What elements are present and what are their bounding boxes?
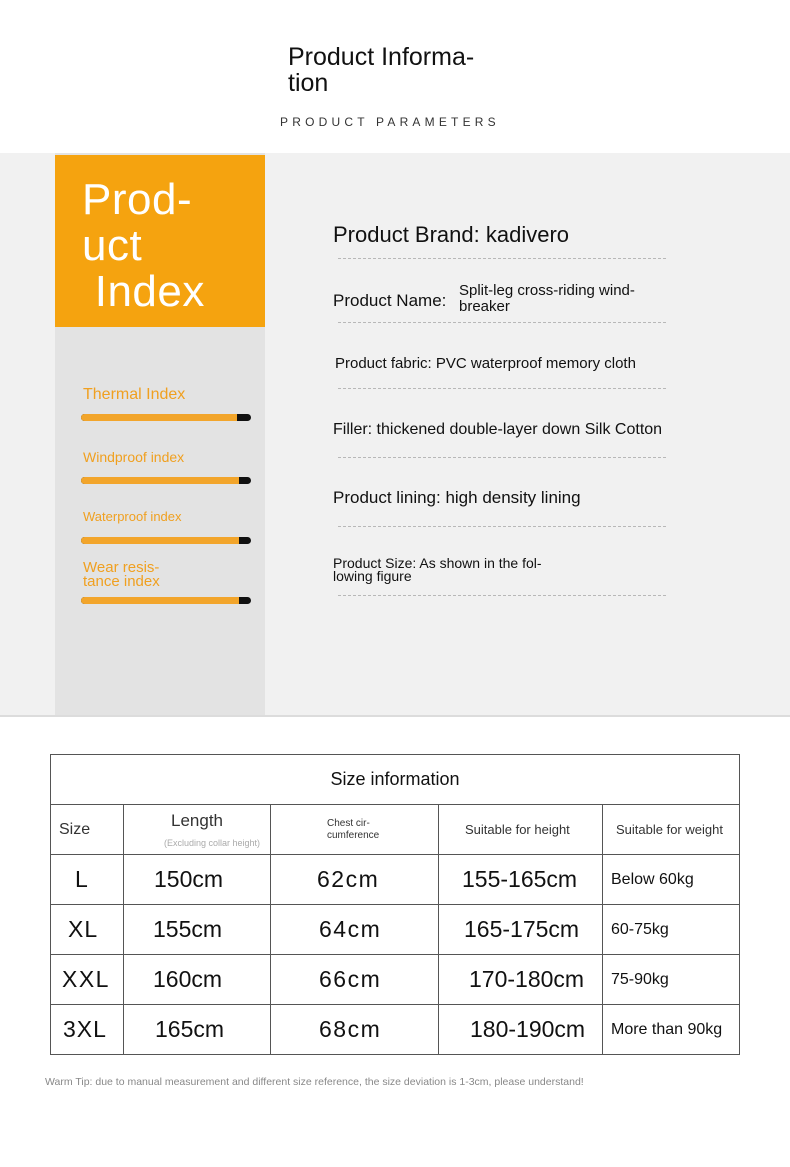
divider (338, 457, 666, 458)
product-filler: Filler: thickened double-layer down Silk Cotton (333, 421, 663, 438)
header-length-label: Length (171, 811, 223, 830)
windproof-index-label: Windproof index (83, 449, 185, 465)
cell-chest: 62cm (271, 855, 439, 905)
cell-height: 155-165cm (439, 855, 603, 905)
thermal-index-bar (81, 414, 251, 421)
page-subtitle: PRODUCT PARAMETERS (280, 115, 500, 129)
cell-height: 165-175cm (439, 905, 603, 955)
product-brand: Product Brand: kadivero (333, 222, 570, 247)
divider (338, 595, 666, 596)
thermal-index-label: Thermal Index (83, 386, 186, 403)
cell-chest: 68cm (271, 1005, 439, 1055)
wear-resistance-index-bar (81, 597, 251, 604)
product-name-label: Product Name: (333, 291, 447, 310)
header-length-note: (Excluding collar height) (164, 838, 261, 848)
windproof-index-bar (81, 477, 251, 484)
page-title: Product Informa- tion (288, 43, 475, 97)
cell-weight: More than 90kg (603, 1005, 740, 1055)
cell-size: 3XL (51, 1005, 124, 1055)
product-fabric: Product fabric: PVC waterproof memory cloth (335, 355, 636, 372)
header-chest: Chest cir- cumference (271, 805, 439, 855)
size-table (50, 754, 740, 1055)
table-row (51, 905, 740, 955)
product-name-value: Split-leg cross-riding wind- breaker (459, 282, 635, 315)
wear-resistance-index-label: Wear resis- tance index (83, 559, 160, 590)
product-lining: Product lining: high density lining (333, 488, 581, 507)
cell-length: 150cm (124, 855, 271, 905)
divider (338, 258, 666, 259)
header-height: Suitable for height (439, 805, 603, 855)
divider (338, 388, 666, 389)
wear-resistance-index-fill (81, 597, 239, 604)
product-size: Product Size: As shown in the fol- lowing figure (333, 555, 542, 584)
thermal-index-fill (81, 414, 237, 421)
cell-length: 160cm (124, 955, 271, 1005)
cell-height: 180-190cm (439, 1005, 603, 1055)
table-row (51, 1005, 740, 1055)
cell-size: XXL (51, 955, 124, 1005)
waterproof-index-bar (81, 537, 251, 544)
header-length (124, 805, 271, 855)
cell-weight: 75-90kg (603, 955, 740, 1005)
table-row (51, 855, 740, 905)
cell-weight: Below 60kg (603, 855, 740, 905)
index-heading: Prod- uct Index (82, 175, 205, 316)
cell-height: 170-180cm (439, 955, 603, 1005)
cell-chest: 66cm (271, 955, 439, 1005)
table-row (51, 955, 740, 1005)
header-weight: Suitable for weight (603, 805, 740, 855)
header-size: Size (51, 805, 124, 855)
cell-size: L (51, 855, 124, 905)
divider (338, 526, 666, 527)
cell-weight: 60-75kg (603, 905, 740, 955)
cell-length: 155cm (124, 905, 271, 955)
waterproof-index-fill (81, 537, 239, 544)
cell-chest: 64cm (271, 905, 439, 955)
cell-length: 165cm (124, 1005, 271, 1055)
waterproof-index-label: Waterproof index (83, 509, 182, 524)
divider (338, 322, 666, 323)
index-heading-box (55, 155, 265, 327)
warm-tip: Warm Tip: due to manual measurement and different size reference, the size deviation is 1-3cm, please understand! (45, 1076, 584, 1088)
windproof-index-fill (81, 477, 239, 484)
size-table-caption: Size information (51, 755, 740, 805)
cell-size: XL (51, 905, 124, 955)
